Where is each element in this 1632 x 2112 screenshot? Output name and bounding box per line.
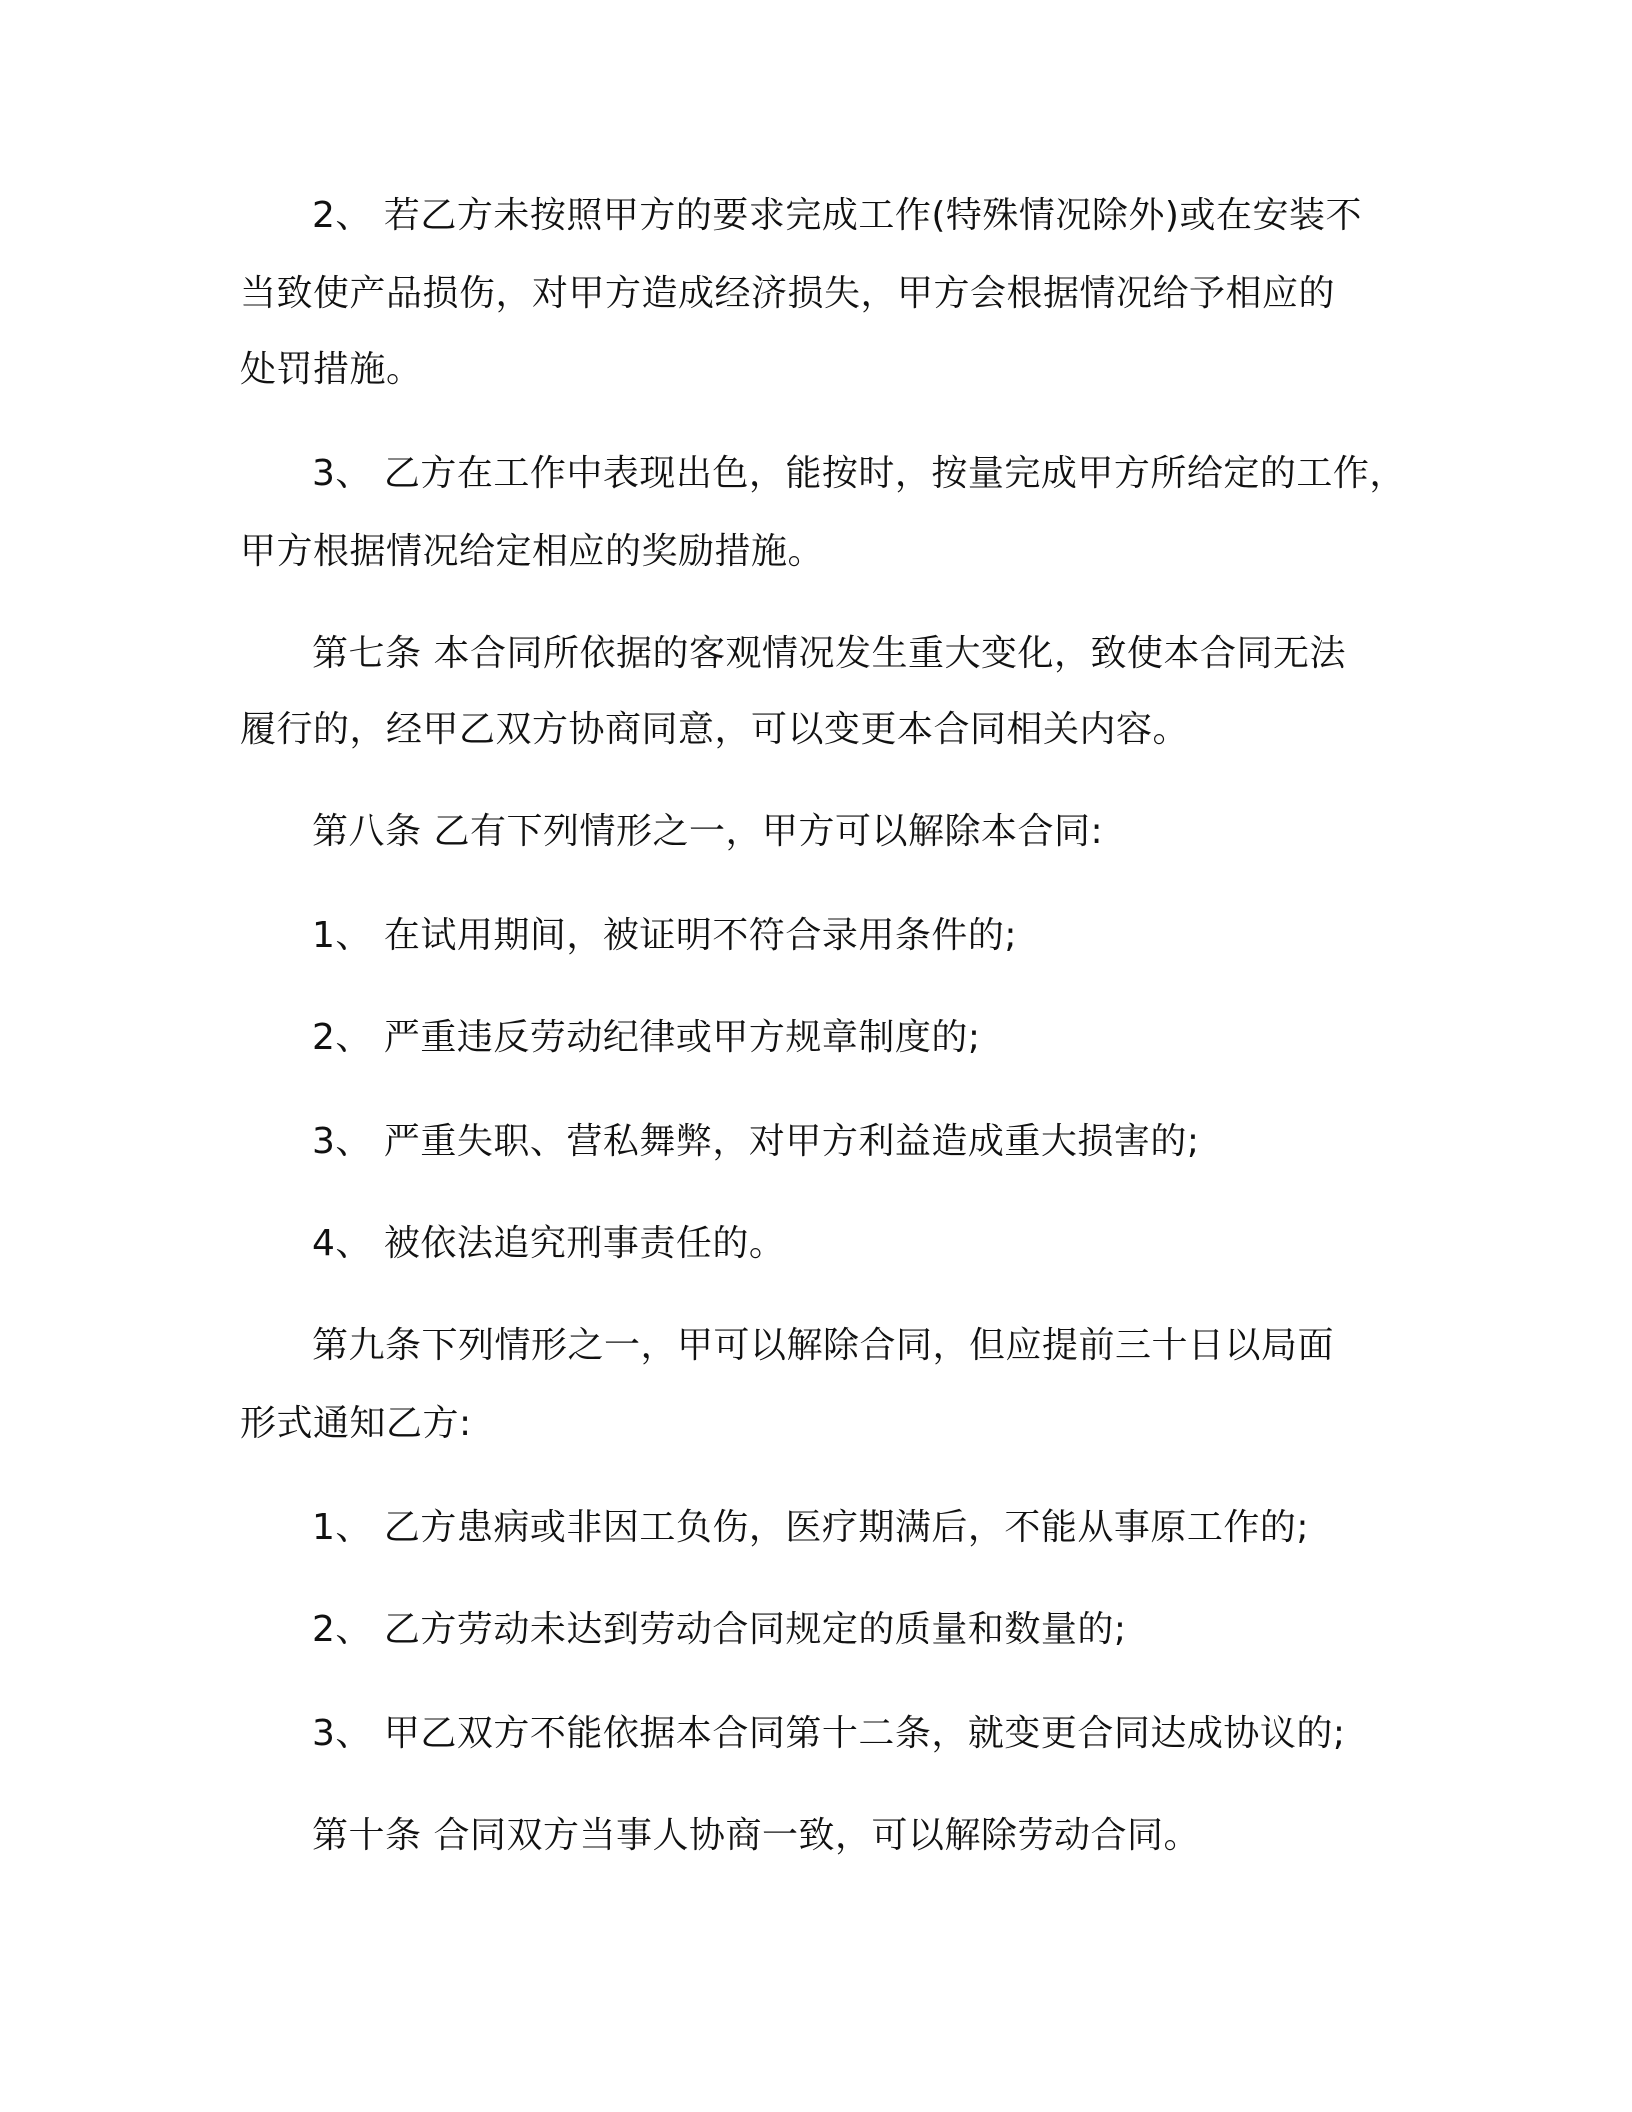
text-line: 3、 甲乙双方不能依据本合同第十二条，就变更合同达成协议的; — [312, 1713, 1346, 1754]
text-line: 形式通知乙方: — [240, 1403, 472, 1444]
text-line: 1、 在试用期间，被证明不符合录用条件的; — [312, 915, 1017, 956]
text-line: 2、 严重违反劳动纪律或甲方规章制度的; — [312, 1017, 981, 1058]
text-line: 3、 乙方在工作中表现出色，能按时，按量完成甲方所给定的工作， — [312, 453, 1406, 494]
text-line: 3、 严重失职、营私舞弊，对甲方利益造成重大损害的; — [312, 1121, 1200, 1162]
text-line: 履行的，经甲乙双方协商同意，可以变更本合同相关内容。 — [240, 709, 1190, 750]
text-line: 第七条 本合同所依据的客观情况发生重大变化，致使本合同无法 — [312, 633, 1346, 674]
text-line: 1、 乙方患病或非因工负伤，医疗期满后，不能从事原工作的; — [312, 1507, 1309, 1548]
text-line: 甲方根据情况给定相应的奖励措施。 — [240, 531, 825, 572]
text-line: 第九条下列情形之一，甲可以解除合同，但应提前三十日以局面 — [312, 1325, 1335, 1366]
text-line: 2、 若乙方未按照甲方的要求完成工作(特殊情况除外)或在安装不 — [312, 195, 1362, 236]
text-line: 2、 乙方劳动未达到劳动合同规定的质量和数量的; — [312, 1609, 1127, 1650]
text-line: 当致使产品损伤，对甲方造成经济损失，甲方会根据情况给予相应的 — [240, 273, 1336, 314]
text-line: 4、 被依法追究刑事责任的。 — [312, 1223, 786, 1264]
text-line: 第十条 合同双方当事人协商一致，可以解除劳动合同。 — [312, 1815, 1200, 1856]
text-line: 第八条 乙有下列情形之一，甲方可以解除本合同: — [312, 811, 1104, 852]
text-line: 处罚措施。 — [240, 349, 423, 390]
